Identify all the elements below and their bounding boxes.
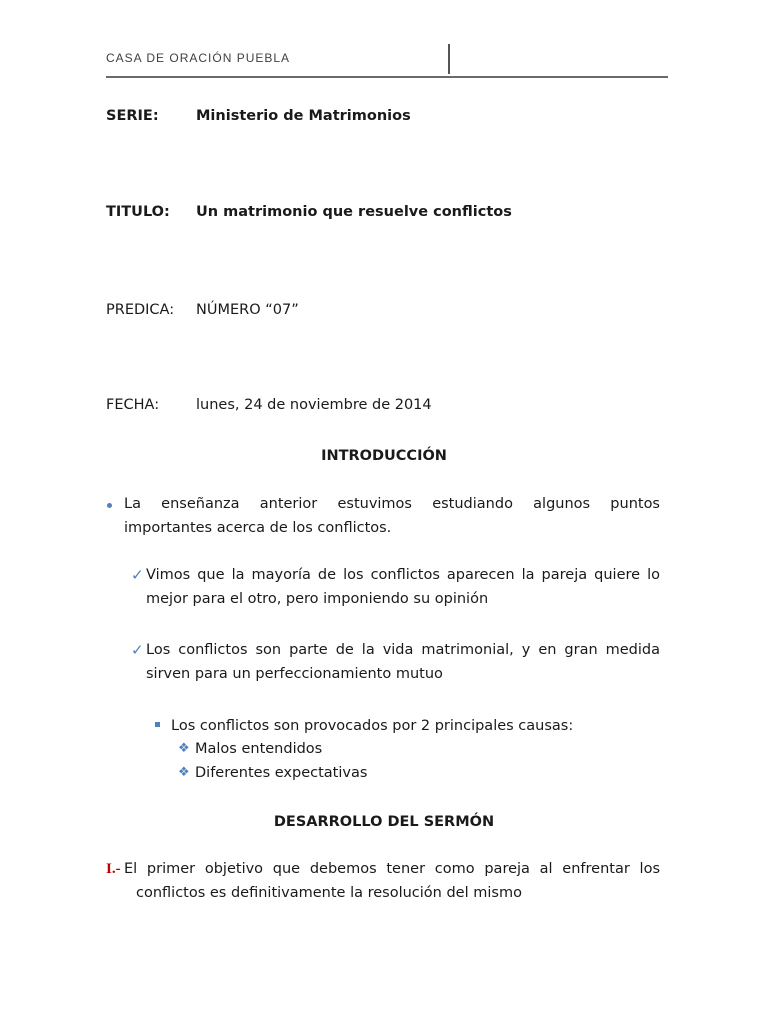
fecha-label: FECHA:	[106, 397, 160, 413]
intro-bullet-paragraph	[124, 492, 660, 540]
header-divider	[448, 44, 450, 74]
roman-numeral: I.-	[106, 861, 121, 877]
point-1-paragraph	[124, 857, 660, 905]
intro-bullet-line1: La enseñanza anterior estuvimos estudiando algunos puntos	[124, 496, 660, 512]
checkmark-icon: ✓	[131, 566, 144, 584]
check-paragraph-2	[146, 638, 660, 686]
diamond-bullet-icon: ❖	[178, 765, 190, 780]
serie-label: SERIE:	[106, 108, 159, 124]
square-bullet-icon	[155, 722, 160, 727]
page-header	[106, 44, 668, 78]
diamond-bullet-icon: ❖	[178, 741, 190, 756]
check-1-line2: mejor para el otro, pero imponiendo su opinión	[146, 591, 489, 607]
desarrollo-heading: DESARROLLO DEL SERMÓN	[273, 814, 495, 830]
checkmark-icon: ✓	[131, 641, 144, 659]
point-1-line1: El primer objetivo que debemos tener como pareja al enfrentar los	[124, 861, 660, 877]
check-paragraph-1	[146, 563, 660, 611]
titulo-label: TITULO:	[106, 204, 170, 220]
predica-label: PREDICA:	[106, 302, 175, 318]
bullet-dot-icon	[107, 503, 112, 508]
serie-value: Ministerio de Matrimonios	[196, 108, 411, 124]
intro-bullet-line2: importantes acerca de los conflictos.	[124, 520, 392, 536]
introduccion-heading: INTRODUCCIÓN	[321, 448, 447, 464]
causa-item-2: Diferentes expectativas	[195, 765, 368, 781]
check-2-line1: Los conflictos son parte de la vida matrimonial, y en gran medida	[146, 642, 660, 658]
causa-item-1: Malos entendidos	[195, 741, 323, 757]
point-1-line2: conflictos es definitivamente la resolución del mismo	[136, 885, 522, 901]
header-title: CASA DE ORACIÓN PUEBLA	[106, 51, 291, 65]
causas-text: Los conflictos son provocados por 2 principales causas:	[171, 718, 574, 734]
check-1-line1: Vimos que la mayoría de los conflictos aparecen la pareja quiere lo	[146, 567, 660, 583]
fecha-value: lunes, 24 de noviembre de 2014	[196, 397, 432, 413]
check-2-line2: sirven para un perfeccionamiento mutuo	[146, 666, 443, 682]
titulo-value: Un matrimonio que resuelve conflictos	[196, 204, 512, 220]
predica-value: NÚMERO “07”	[196, 302, 299, 318]
